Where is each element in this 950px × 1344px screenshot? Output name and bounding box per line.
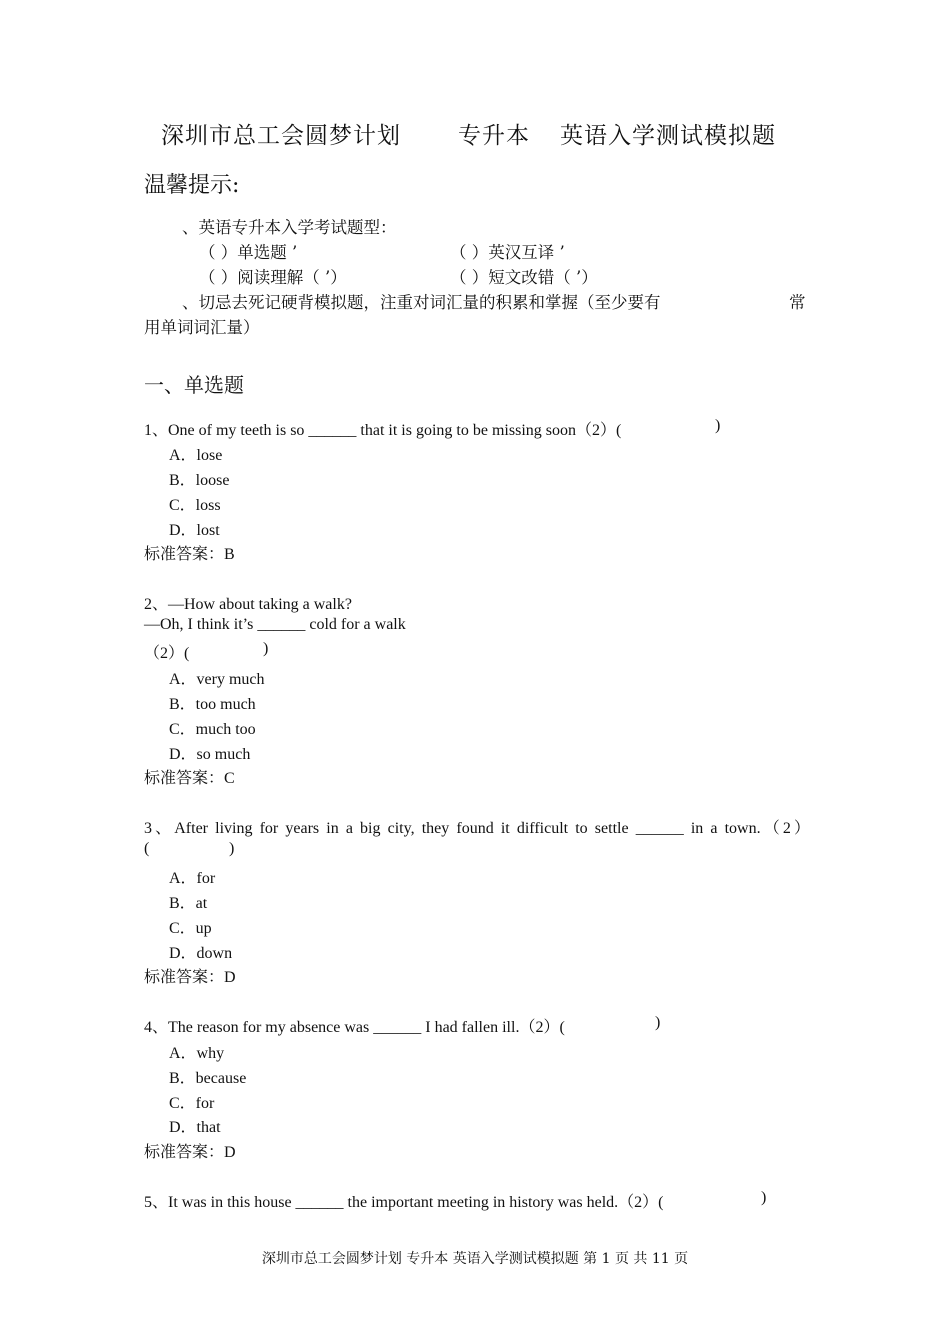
tips-type-3: （ ）阅读理解（ ’） bbox=[199, 268, 347, 287]
question-4-option-a: A．why bbox=[169, 1045, 225, 1062]
question-2-line3: （2）( bbox=[144, 645, 190, 662]
question-2-option-c: C．much too bbox=[169, 721, 256, 738]
tips-type-1: （ ）单选题 ’ bbox=[199, 243, 298, 262]
question-1-option-c: C．loss bbox=[169, 497, 221, 514]
question-3-answer: 标准答案：D bbox=[144, 969, 236, 986]
tips-item1: 、英语专升本入学考试题型： bbox=[182, 218, 397, 237]
question-3-line2: ( bbox=[144, 840, 150, 857]
question-2-paren-close: ) bbox=[263, 640, 269, 657]
question-4-paren-close: ) bbox=[655, 1014, 661, 1031]
question-4-stem: 4、The reason for my absence was ______ I had fallen ill.（2）( bbox=[144, 1019, 565, 1036]
doc-title-part1: 深圳市总工会圆梦计划 bbox=[161, 123, 401, 149]
tips-item2-line1: 、切忌去死记硬背模拟题，注重对词汇量的积累和掌握（至少要有 bbox=[182, 293, 661, 312]
question-1-answer: 标准答案：B bbox=[144, 546, 235, 563]
question-3-option-c: C．up bbox=[169, 920, 212, 937]
question-2-option-a: A．very much bbox=[169, 671, 265, 688]
tips-item2-line2: 用单词词汇量） bbox=[144, 318, 260, 337]
tips-heading: 温馨提示: bbox=[144, 173, 240, 198]
tips-item2-line1-end: 常 bbox=[789, 293, 806, 312]
question-3-line1: 3、After living for years in a big city, they found it difficult to settle ______ in a town.（2） bbox=[144, 820, 810, 837]
question-4-option-d: D．that bbox=[169, 1119, 221, 1136]
question-3-paren-close: ) bbox=[229, 840, 235, 857]
question-5-stem: 5、It was in this house ______ the important meeting in history was held.（2）( bbox=[144, 1194, 664, 1211]
question-5-paren-close: ) bbox=[761, 1189, 767, 1206]
tips-type-2: （ ）英汉互译 ’ bbox=[450, 243, 565, 262]
question-4-option-c: C．for bbox=[169, 1095, 215, 1112]
question-3-option-b: B．at bbox=[169, 895, 208, 912]
tips-type-4: （ ）短文改错（ ’） bbox=[450, 268, 598, 287]
question-3-option-d: D．down bbox=[169, 945, 233, 962]
question-2-option-b: B．too much bbox=[169, 696, 256, 713]
question-2-line2: —Oh, I think it’s ______ cold for a walk bbox=[144, 616, 406, 633]
question-2-option-d: D．so much bbox=[169, 746, 251, 763]
question-1-paren-close: ) bbox=[715, 417, 721, 434]
question-4-option-b: B．because bbox=[169, 1070, 247, 1087]
doc-title-part2: 专升本 bbox=[458, 123, 530, 149]
question-1-stem: 1、One of my teeth is so ______ that it is going to be missing soon（2）( bbox=[144, 422, 622, 439]
question-3-option-a: A．for bbox=[169, 870, 216, 887]
doc-title-part3: 英语入学测试模拟题 bbox=[560, 123, 776, 149]
question-2-answer: 标准答案：C bbox=[144, 770, 235, 787]
question-1-option-b: B．loose bbox=[169, 472, 230, 489]
question-1-option-a: A．lose bbox=[169, 447, 223, 464]
question-1-option-d: D．lost bbox=[169, 522, 220, 539]
question-4-answer: 标准答案：D bbox=[144, 1144, 236, 1161]
page-footer: 深圳市总工会圆梦计划 专升本 英语入学测试模拟题 第 1 页 共 11 页 bbox=[261, 1251, 689, 1267]
section-heading: 一、单选题 bbox=[144, 373, 244, 397]
question-2-line1: 2、—How about taking a walk? bbox=[144, 596, 352, 613]
